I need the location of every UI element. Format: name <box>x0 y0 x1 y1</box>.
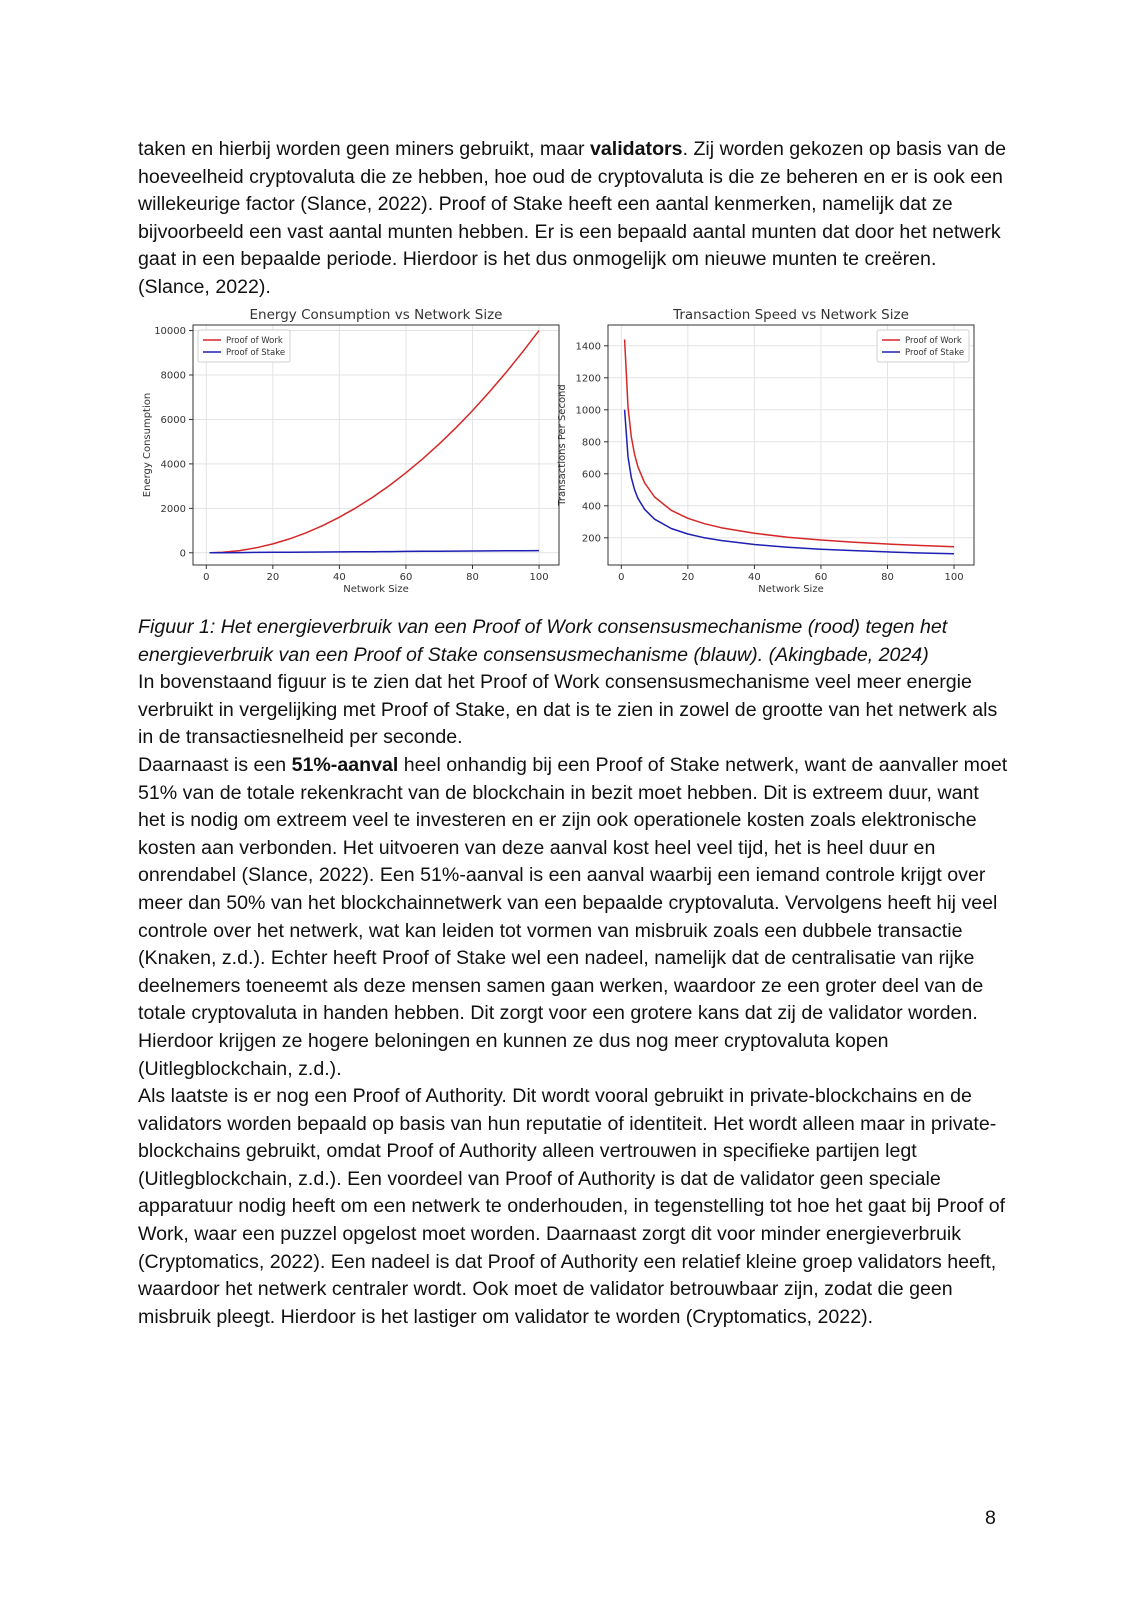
x-axis-label: Network Size <box>758 584 824 595</box>
legend <box>198 330 290 362</box>
series-line-2 <box>625 410 954 554</box>
y-tick-label: 6000 <box>160 414 186 426</box>
chart-2 <box>557 307 974 595</box>
series-line-1 <box>625 339 954 546</box>
legend-label: Proof of Stake <box>226 348 286 358</box>
paragraph-intro <box>138 136 1008 302</box>
y-tick-label: 2000 <box>160 503 186 515</box>
y-axis-label: Energy Consumption <box>142 392 153 498</box>
x-tick-label: 20 <box>266 572 280 583</box>
x-tick-label: 40 <box>748 572 761 583</box>
x-tick-label: 60 <box>399 572 413 583</box>
lower-text <box>138 614 1008 1331</box>
figure-charts <box>138 305 1008 607</box>
page-number: 8 <box>985 1507 996 1529</box>
text-run: . Zij worden gekozen op basis van de hoeveelheid cryptovaluta die ze hebben, hoe oud de cryptovaluta is die ze beheren en er is ook een willekeurige factor (Slance, 2022). Proof of Stake heeft een aantal kenmerken, namelijk dat ze bijvoorbeeld een vast aantal munten hebben. Er is een bepaald aantal munten dat door het netwerk gaat in een bepaalde periode. Hierdoor is het dus onmogelijk om nieuwe munten te creëren. (Slance, 2022). <box>138 138 1007 298</box>
legend-label: Proof of Work <box>226 336 283 346</box>
paragraph-proof-of-stake <box>138 136 1008 302</box>
text-run: Daarnaast is een <box>138 753 292 776</box>
x-tick-label: 0 <box>618 572 625 583</box>
x-tick-label: 60 <box>814 572 828 583</box>
y-tick-label: 1400 <box>575 341 601 353</box>
y-tick-label: 600 <box>581 469 601 481</box>
x-tick-label: 80 <box>466 572 479 583</box>
text-run: taken en hierbij worden geen miners gebruikt, maar <box>138 138 590 160</box>
y-tick-label: 200 <box>581 533 601 545</box>
bold-term-51-attack: 51%-aanval <box>291 753 399 776</box>
y-tick-label: 4000 <box>160 459 186 471</box>
chart-1 <box>142 307 559 595</box>
chart-title: Transaction Speed vs Network Size <box>673 307 909 323</box>
paragraph-comparison: In bovenstaand figuur is te zien dat het Proof of Work consensusmechanisme veel meer energie verbruikt in vergelijking met Proof of Stake, en dat is te zien in zowel de grootte van het netwerk als in de transactiesnelheid per seconde. <box>138 671 998 749</box>
x-tick-label: 40 <box>333 572 346 583</box>
y-tick-label: 800 <box>581 437 601 449</box>
legend <box>877 330 969 362</box>
text-run: heel onhandig bij een Proof of Stake netwerk, want de aanvaller moet 51% van de totale rekenkracht van de blockchain in bezit moet hebben. Dit is extreem duur, want het is nodig om extreem veel te investeren en er zijn ook operationele kosten zoals elektronische kosten aan verbonden. Het uitvoeren van deze aanval kost heel veel tijd, het is heel duur en onrendabel (Slance, 2022). Een 51%-aanval is een aanval waarbij een iemand controle krijgt over meer dan 50% van het blockchainnetwerk van een bepaalde cryptovaluta. Vervolgens heeft hij veel controle over het netwerk, wat kan leiden tot vormen van misbruik zoals een dubbele transactie (Knaken, z.d.). Echter heeft Proof of Stake wel een nadeel, namelijk dat de centralisatie van rijke deelnemers toeneemt als deze mensen samen gaan werken, waardoor ze een groter deel van de totale cryptovaluta in handen hebben. Dit zorgt voor een grotere kans dat zij de validator worden. Hierdoor krijgen ze hogere beloningen en kunnen ze dus nog meer cryptovaluta kopen (Uitlegblockchain, z.d.). <box>138 753 1008 1080</box>
y-axis-label: Transactions Per Second <box>557 384 568 506</box>
y-tick-label: 1000 <box>575 405 601 417</box>
series-line-1 <box>210 331 539 553</box>
x-tick-label: 80 <box>881 572 894 583</box>
paragraph-51-attack <box>138 752 1008 1083</box>
x-tick-label: 100 <box>529 572 549 583</box>
paragraph-proof-of-authority: Als laatste is er nog een Proof of Authority. Dit wordt vooral gebruikt in private-blockchains en de validators worden bepaald op basis van hun reputatie of identiteit. Het wordt alleen maar in private-blockchains gebruikt, omdat Proof of Authority alleen vertrouwen in specifieke partijen legt (Uitlegblockchain, z.d.). Een voordeel van Proof of Authority is dat de validator geen speciale apparatuur nodig heeft om een netwerk te onderhouden, in tegenstelling tot hoe het gaat bij Proof of Work, waar een puzzel opgelost moet worden. Daarnaast zorgt dit voor minder energieverbruik (Cryptomatics, 2022). Een nadeel is dat Proof of Authority een relatief kleine groep validators heeft, waardoor het netwerk centraler wordt. Ook moet de validator betrouwbaar zijn, zodat die geen misbruik pleegt. Hierdoor is het lastiger om validator te worden (Cryptomatics, 2022). <box>138 1085 1006 1328</box>
y-tick-label: 10000 <box>154 326 186 338</box>
x-axis-label: Network Size <box>343 584 409 595</box>
legend-label: Proof of Stake <box>905 348 965 358</box>
legend-label: Proof of Work <box>905 336 962 346</box>
y-tick-label: 8000 <box>160 370 186 382</box>
bold-term-validators: validators <box>590 138 683 160</box>
charts-svg <box>138 305 1008 607</box>
y-tick-label: 0 <box>179 548 186 560</box>
x-tick-label: 100 <box>944 572 964 583</box>
figure-caption: Figuur 1: Het energieverbruik van een Proof of Work consensusmechanisme (rood) tegen het energieverbruik van een Proof of Stake consensusmechanisme (blauw). (Akingbade, 2024) <box>138 616 948 666</box>
y-tick-label: 400 <box>581 501 601 513</box>
chart-title: Energy Consumption vs Network Size <box>249 307 503 323</box>
y-tick-label: 1200 <box>575 373 601 385</box>
x-tick-label: 20 <box>681 572 695 583</box>
x-tick-label: 0 <box>203 572 210 583</box>
